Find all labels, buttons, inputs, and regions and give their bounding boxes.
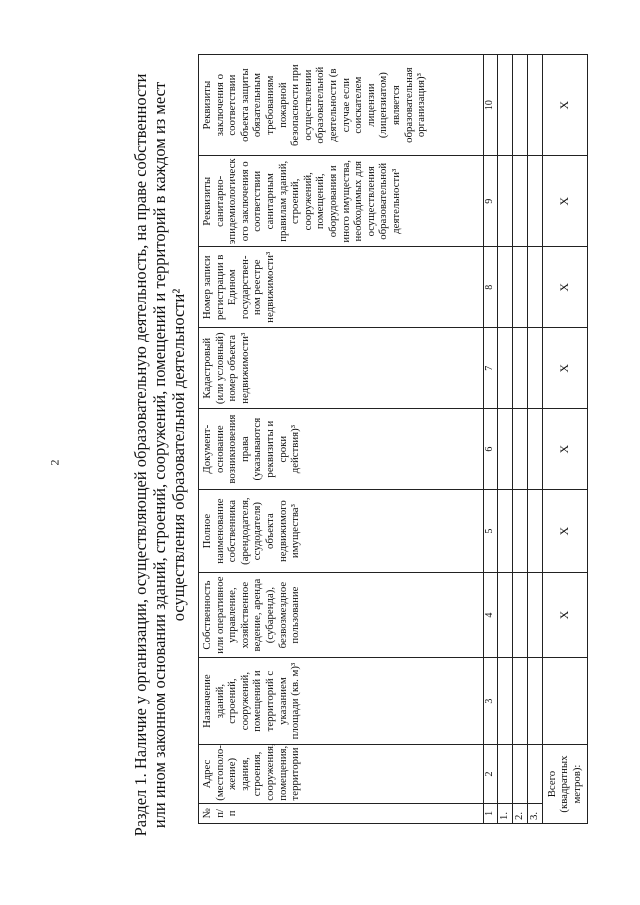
header-cell: Адрес (местополо-жение) здания, строения, сооружения, помещения, территории (199, 745, 484, 804)
column-number: 8 (484, 247, 498, 328)
header-cell: Кадастровый (или условный) номер объекта недвижимости³ (199, 328, 484, 409)
header-cell: Документ-основание возникновения права (указываются реквизиты и сроки действия)³ (199, 409, 484, 490)
table-row (512, 55, 527, 824)
total-mark: X (542, 247, 587, 328)
rotated-page-content (125, 30, 640, 880)
column-number: 1 (484, 803, 498, 823)
page-number: 2 (47, 459, 62, 466)
header-cell: Полное наименование собственника (арендодателя, ссудодателя) объекта недвижимого имущества³ (199, 490, 484, 573)
header-cell: Собственность или оперативное управление, хозяйственное ведение, аренда (субаренда), безвозмездное пользование (199, 573, 484, 658)
column-number: 4 (484, 573, 498, 658)
header-cell: Номер записи регистрации в Едином государствен-ном реестре недвижимости³ (199, 247, 484, 328)
total-mark: X (542, 55, 587, 156)
row-number: 1. (497, 803, 512, 823)
column-number: 10 (484, 55, 498, 156)
table-row (497, 55, 512, 824)
header-cell: № п/ п (199, 803, 484, 823)
column-number: 6 (484, 409, 498, 490)
column-number: 3 (484, 658, 498, 745)
total-label: Всего (квадратных метров): (542, 745, 587, 824)
column-number-row (484, 55, 498, 824)
row-number: 3. (527, 803, 542, 823)
header-row (199, 55, 484, 824)
column-number: 9 (484, 156, 498, 247)
total-mark: X (542, 156, 587, 247)
total-mark: X (542, 409, 587, 490)
column-number: 5 (484, 490, 498, 573)
total-mark: X (542, 328, 587, 409)
section-title: Раздел 1. Наличие у организации, осуществляющей образовательную деятельность, на праве собственности или ином законном основании зданий, строений, сооружений, помещений и территорий в каждом из мест осуществления образовательной деятельности² (131, 73, 188, 837)
row-number: 2. (512, 803, 527, 823)
table-row (527, 55, 542, 824)
column-number: 2 (484, 745, 498, 804)
header-cell: Реквизиты заключения о соответствии объекта защиты обязательным требованиям пожарной безопасности при осуществлении образовательной деятельности (в случае если соискателем лицензии (лицензиатом) является образовательная организация)³ (199, 55, 484, 156)
total-mark: X (542, 490, 587, 573)
header-cell: Реквизиты санитарно-эпидемиологическ ого заключения о соответствии санитарным правилам зданий, строений, сооружений, помещений, оборудования и иного имущества, необходимых для осуществления образовательной деятельности³ (199, 156, 484, 247)
total-mark: X (542, 573, 587, 658)
column-number: 7 (484, 328, 498, 409)
header-cell: Назначение зданий, строений, сооружений, помещений и территорий с указанием площади (кв. м)³ (199, 658, 484, 745)
total-row (542, 55, 587, 824)
premises-table (198, 54, 588, 824)
